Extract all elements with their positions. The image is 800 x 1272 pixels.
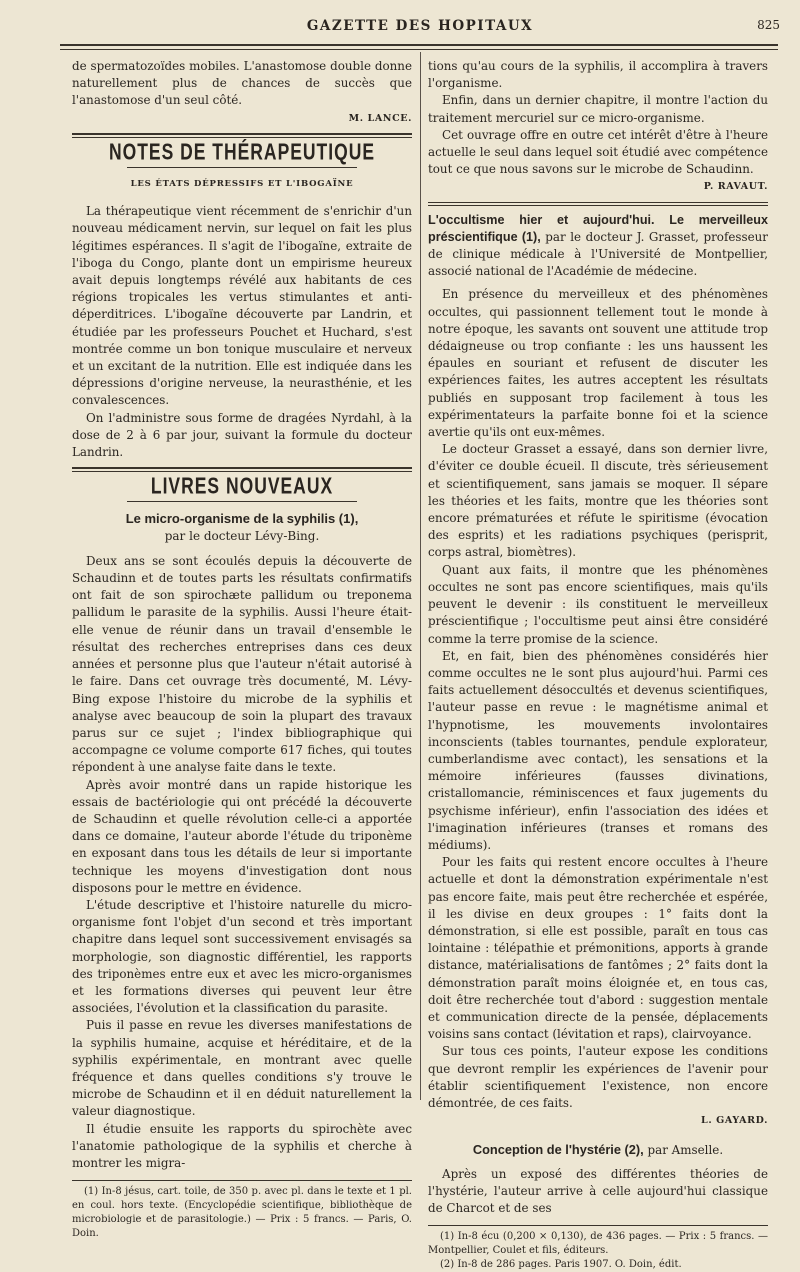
continuation-paragraph: tions qu'au cours de la syphilis, il accomplira à travers l'organisme.	[428, 59, 768, 91]
occultisme-paragraph-4: Et, en fait, bien des phénomènes considérés hier comme occultes ne le sont plus aujourd'hui. Parmi ces faits actuellement désoccultés et devenus scientifiques, l'auteur passe en revue : le magnétisme animal et l'hypnotisme, les mouvements involontaires inconscients (tables tournantes, pendule explorateur, cumberlandisme avec contact), les sensations et la mémoire inférieures (fausses divinations, cristallomancie, réminiscences et faux jugements du psychisme inférieur), enfin l'association des idées et l'imagination inférieures (transes et romans des médiums).	[428, 648, 768, 852]
occultisme-paragraph-2: Le docteur Grasset a essayé, dans son dernier livre, d'éviter ce double écueil. Il discute, très sérieusement et scientifiquement, sans jamais se moquer. Il sépare les théories et les faits, montre que les théories sont encore prématurées et réfute le spiritisme (évocation des esprits) et les radiations psychiques (perisprit, corps astral, biomètres).	[428, 442, 768, 560]
book1-paragraph-1: Deux ans se sont écoulés depuis la découverte de Schaudinn et de toutes parts les résultats confirmatifs ont fait de son spirochæte pallidum ou treponema pallidum le parasite de la syphilis. Aussi l'heure était-elle venue de réunir dans un travail d'ensemble le résultat des recherches entreprises dans ces deux années et personne plus que l'auteur n'était autorisé à le faire. Dans cet ouvrage très documenté, M. Lévy-Bing expose l'histoire du microbe de la syphilis et analyse avec beaucoup de soin la plupart des travaux parus sur ce sujet ; l'index bibliographique qui accompagne ce volume comporte 617 fiches, qui toutes répondent à une analyse faite dans le texte.	[72, 553, 412, 775]
occultisme-paragraph-6: Sur tous ces points, l'auteur expose les conditions que devront remplir les expériences de l'avenir pour établir scientifiquement l'existence, non encore démontrée, de ces faits.	[428, 1044, 768, 1110]
footnote-right-1: (1) In-8 écu (0,200 × 0,130), de 436 pages. — Prix : 5 francs. — Montpellier, Coulet et fils, éditeurs.	[428, 1231, 768, 1257]
footnote-rule	[428, 1225, 768, 1226]
page-number: 825	[757, 18, 780, 32]
right-paragraph-2: Enfin, dans un dernier chapitre, il montre l'action du traitement mercuriel sur ce micro-organisme.	[428, 93, 768, 125]
title-rule	[127, 167, 357, 168]
occultisme-title: L'occultisme hier et aujourd'hui. Le merveilleux préscientifique (1),	[428, 212, 768, 244]
book1-author: par le docteur Lévy-Bing.	[164, 528, 320, 543]
notes-paragraph-2: On l'administre sous forme de dragées Nyrdahl, à la dose de 2 à 6 par jour, suivant la formule du docteur Landrin.	[72, 410, 412, 460]
journal-title: GAZETTE DES HOPITAUX	[306, 18, 534, 34]
opening-paragraph: de spermatozoïdes mobiles. L'anastomose double donne naturellement plus de chances de succès que l'anastomose d'un seul côté.	[72, 59, 412, 108]
column-divider	[420, 52, 421, 1100]
occultisme-paragraph-5: Pour les faits qui restent encore occultes à l'heure actuelle et dont la démonstration expérimentale n'est pas encore faite, mais peut être recherchée et espérée, il les divise en deux groupes : 1° faits dont la démonstration, si elle est possible, paraît en tous cas lointaine : télépathie et prémonitions, apports à grande distance, matérialisations de fantômes ; 2° faits dont la démonstration paraît moins éloignée et, en tous cas, doit être recherchée tout d'abord : suggestion mentale et communication directe de la pensée, déplacements voisins sans contact (lévitation et raps), clairvoyance.	[428, 855, 768, 1042]
section-rule	[72, 133, 412, 138]
book1-paragraph-3: L'étude descriptive et l'histoire naturelle du micro-organisme font l'objet d'un second et très important chapitre dans lequel sont successivement envisagés sa morphologie, son diagnostic différentiel, les rapports des triponèmes entre eux et avec les micro-organismes et les formations diverses qui peuvent leur être associées, l'évolution et la classification du parasite.	[72, 897, 412, 1016]
book1-paragraph-2: Après avoir montré dans un rapide historique les essais de bactériologie qui ont précédé la découverte de Schaudinn et quelle révolution celle-ci a apportée dans ce domaine, l'auteur aborde l'étude du triponème en exposant dans tous les détails de leur si importante technique les moyens d'investigation dont nous disposons pour le mettre en évidence.	[72, 777, 412, 895]
footnote-rule	[72, 1180, 412, 1181]
occultisme-paragraph-1: En présence du merveilleux et des phénomènes occultes, qui passionnent tellement tout le monde à notre époque, les savants ont souvent une attitude trop dédaigneuse ou trop confiante : les uns haussent les épaules en souriant et refusent de discuter les expériences faites, les autres acceptent les résultats publiés en supposant trop facilement à tous les expérimentateurs la parfaite bonne foi et la science avertie qu'ils ont eux-mêmes.	[428, 287, 768, 440]
footnote-right-2: (2) In-8 de 286 pages. Paris 1907. O. Doin, édit.	[440, 1259, 682, 1271]
hysterie-heading	[428, 1141, 768, 1159]
signature-gayard: L. GAYARD.	[701, 1115, 768, 1127]
notes-section-title: NOTES DE THÉRAPEUTIQUE	[108, 138, 376, 165]
header-rule-thin	[60, 49, 778, 50]
spacer	[428, 1129, 768, 1141]
page-header	[60, 18, 780, 42]
notes-subtitle: LES ÉTATS DÉPRESSIFS ET L'IBOGAÏNE	[130, 179, 354, 190]
right-paragraph-3: Cet ouvrage offre en outre cet intérêt d'être à l'heure actuelle le seul dans lequel soit étudié avec compétence tout ce que nous savons sur le microbe de Schaudinn.	[428, 127, 768, 177]
hysterie-paragraph-1: Après un exposé des différentes théories de l'hystérie, l'auteur arrive à celle aujourd'hui classique de Charcot et de ses	[428, 1166, 768, 1215]
signature-lance: M. LANCE.	[348, 112, 412, 124]
book1-paragraph-5: Il étudie ensuite les rapports du spirochète avec l'anatomie pathologique de la syphilis et cherche à montrer les migra-	[72, 1121, 412, 1170]
header-rule	[60, 44, 778, 46]
left-column	[72, 58, 412, 1241]
right-column	[428, 58, 768, 1272]
hysterie-author: par Amselle.	[643, 1143, 724, 1158]
book1-paragraph-4: Puis il passe en revue les diverses manifestations de la syphilis humaine, acquise et héréditaire, et de la syphilis expérimentale, en montrant avec quelle fréquence et dans quelles conditions s'y trouve le microbe de Schaudinn et il en déduit naturellement la valeur diagnostique.	[72, 1018, 412, 1119]
livres-section-title: LIVRES NOUVEAUX	[150, 473, 334, 500]
footnote-1: (1) In-8 jésus, cart. toile, de 350 p. avec pl. dans le texte et 1 pl. en coul. hors texte. (Encyclopédie scientifique, bibliothèque de microbiologie et de parasitologie.) — Prix : 5 francs. — Paris, O. Doin.	[72, 1186, 412, 1240]
book1-title: Le micro-organisme de la syphilis (1),	[125, 511, 359, 527]
occultisme-intro: par le docteur J. Grasset, professeur de clinique médicale à l'Université de Montpellier, associé national de l'Académie de médecine.	[428, 229, 768, 279]
signature-ravaut: P. RAVAUT.	[703, 181, 768, 193]
title-rule	[127, 501, 357, 502]
article-rule	[428, 202, 768, 206]
occultisme-heading	[428, 212, 768, 281]
hysterie-title: Conception de l'hystérie (2),	[472, 1142, 644, 1158]
section-rule	[72, 467, 412, 472]
occultisme-paragraph-3: Quant aux faits, il montre que les phénomènes occultes ne sont pas encore scientifiques, mais qu'ils peuvent le devenir : ils constituent le merveilleux préscientifique ; l'occultisme peut ainsi être considéré comme la terre promise de la science.	[428, 562, 768, 646]
notes-paragraph-1: La thérapeutique vient récemment de s'enrichir d'un nouveau médicament nervin, sur lequel on fait les plus légitimes espérances. Il s'agit de l'ibogaïne, extraite de l'iboga du Congo, plante dont un empirisme heureux avait depuis longtemps révélé aux habitants de ces régions tropicales les vertus stimulantes et anti-déperditrices. L'ibogaïne découverte par Landrin, et étudiée par les professeurs Pouchet et Huchard, s'est montrée comme un bon tonique musculaire et nerveux et un excitant de la nutrition. Elle est indiquée dans les dépressions d'origine nerveuse, la neurasthénie, et les convalescences.	[72, 204, 412, 408]
